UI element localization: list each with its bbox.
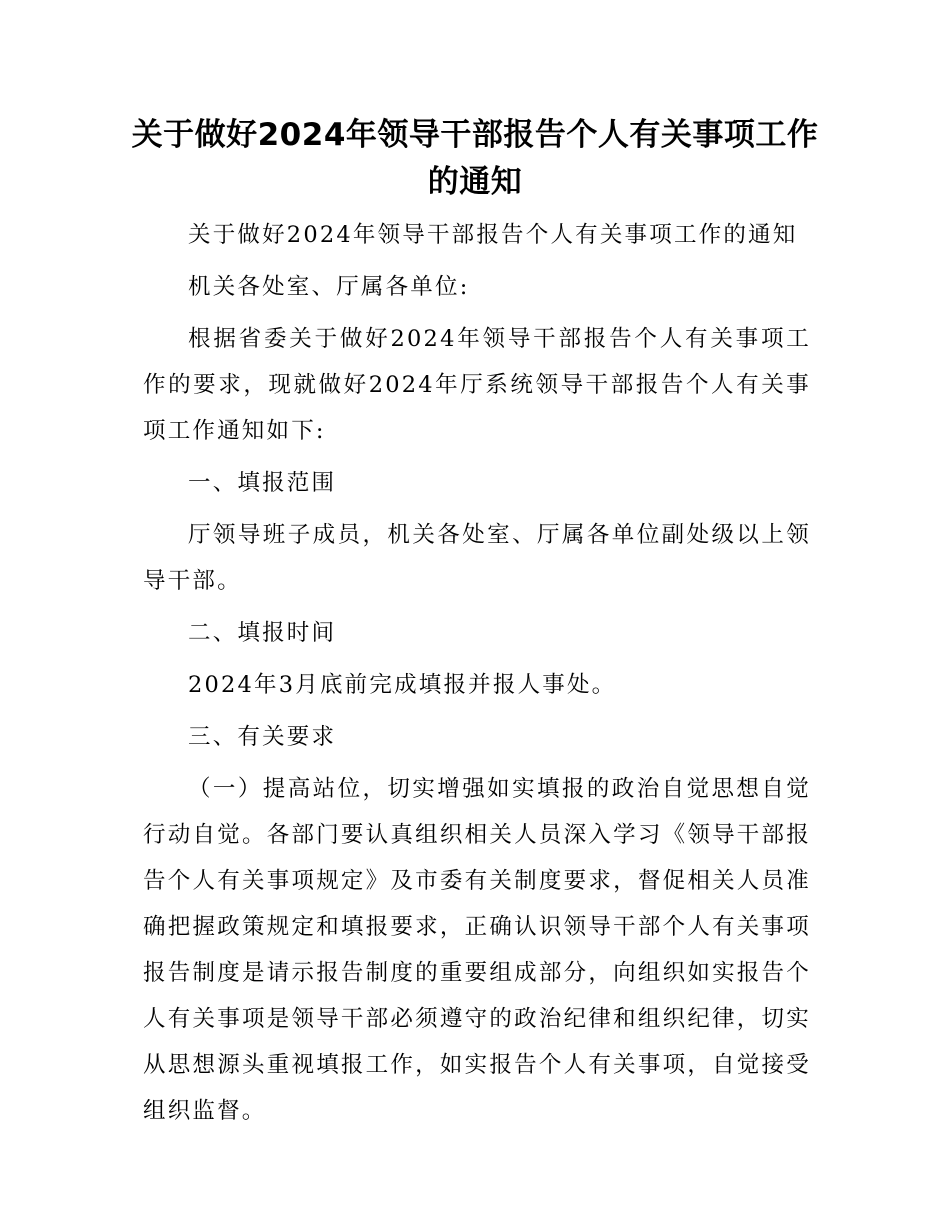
requirement-paragraph-1: （一）提高站位，切实增强如实填报的政治自觉思想自觉行动自觉。各部门要认真组织相关人员深入学习《领导干部报告个人有关事项规定》及市委有关制度要求，督促相关人员准确把握政策规定和填报要求，正确认识领导干部个人有关事项报告制度是请示报告制度的重要组成部分，向组织如实报告个人有关事项是领导干部必须遵守的政治纪律和组织纪律，切实从思想源头重视填报工作，如实报告个人有关事项，自觉接受组织监督。 <box>143 776 811 1124</box>
section-heading-requirements: 三、有关要求 <box>188 724 337 750</box>
scope-paragraph: 厅领导班子成员，机关各处室、厅属各单位副处级以上领导干部。 <box>143 522 811 594</box>
time-paragraph: 2024年3月底前完成填报并报人事处。 <box>188 672 617 698</box>
subtitle-line: 关于做好2024年领导干部报告个人有关事项工作的通知 <box>188 222 798 248</box>
section-heading-time: 二、填报时间 <box>188 620 337 646</box>
document-title: 关于做好2024年领导干部报告个人有关事项工作的通知 <box>131 117 819 200</box>
salutation: 机关各处室、厅属各单位: <box>188 274 470 300</box>
intro-paragraph: 根据省委关于做好2024年领导干部报告个人有关事项工作的要求，现就做好2024年厅系统领导干部报告个人有关事项工作通知如下: <box>143 326 811 444</box>
document-body <box>143 212 811 1140</box>
section-heading-scope: 一、填报范围 <box>188 470 337 496</box>
